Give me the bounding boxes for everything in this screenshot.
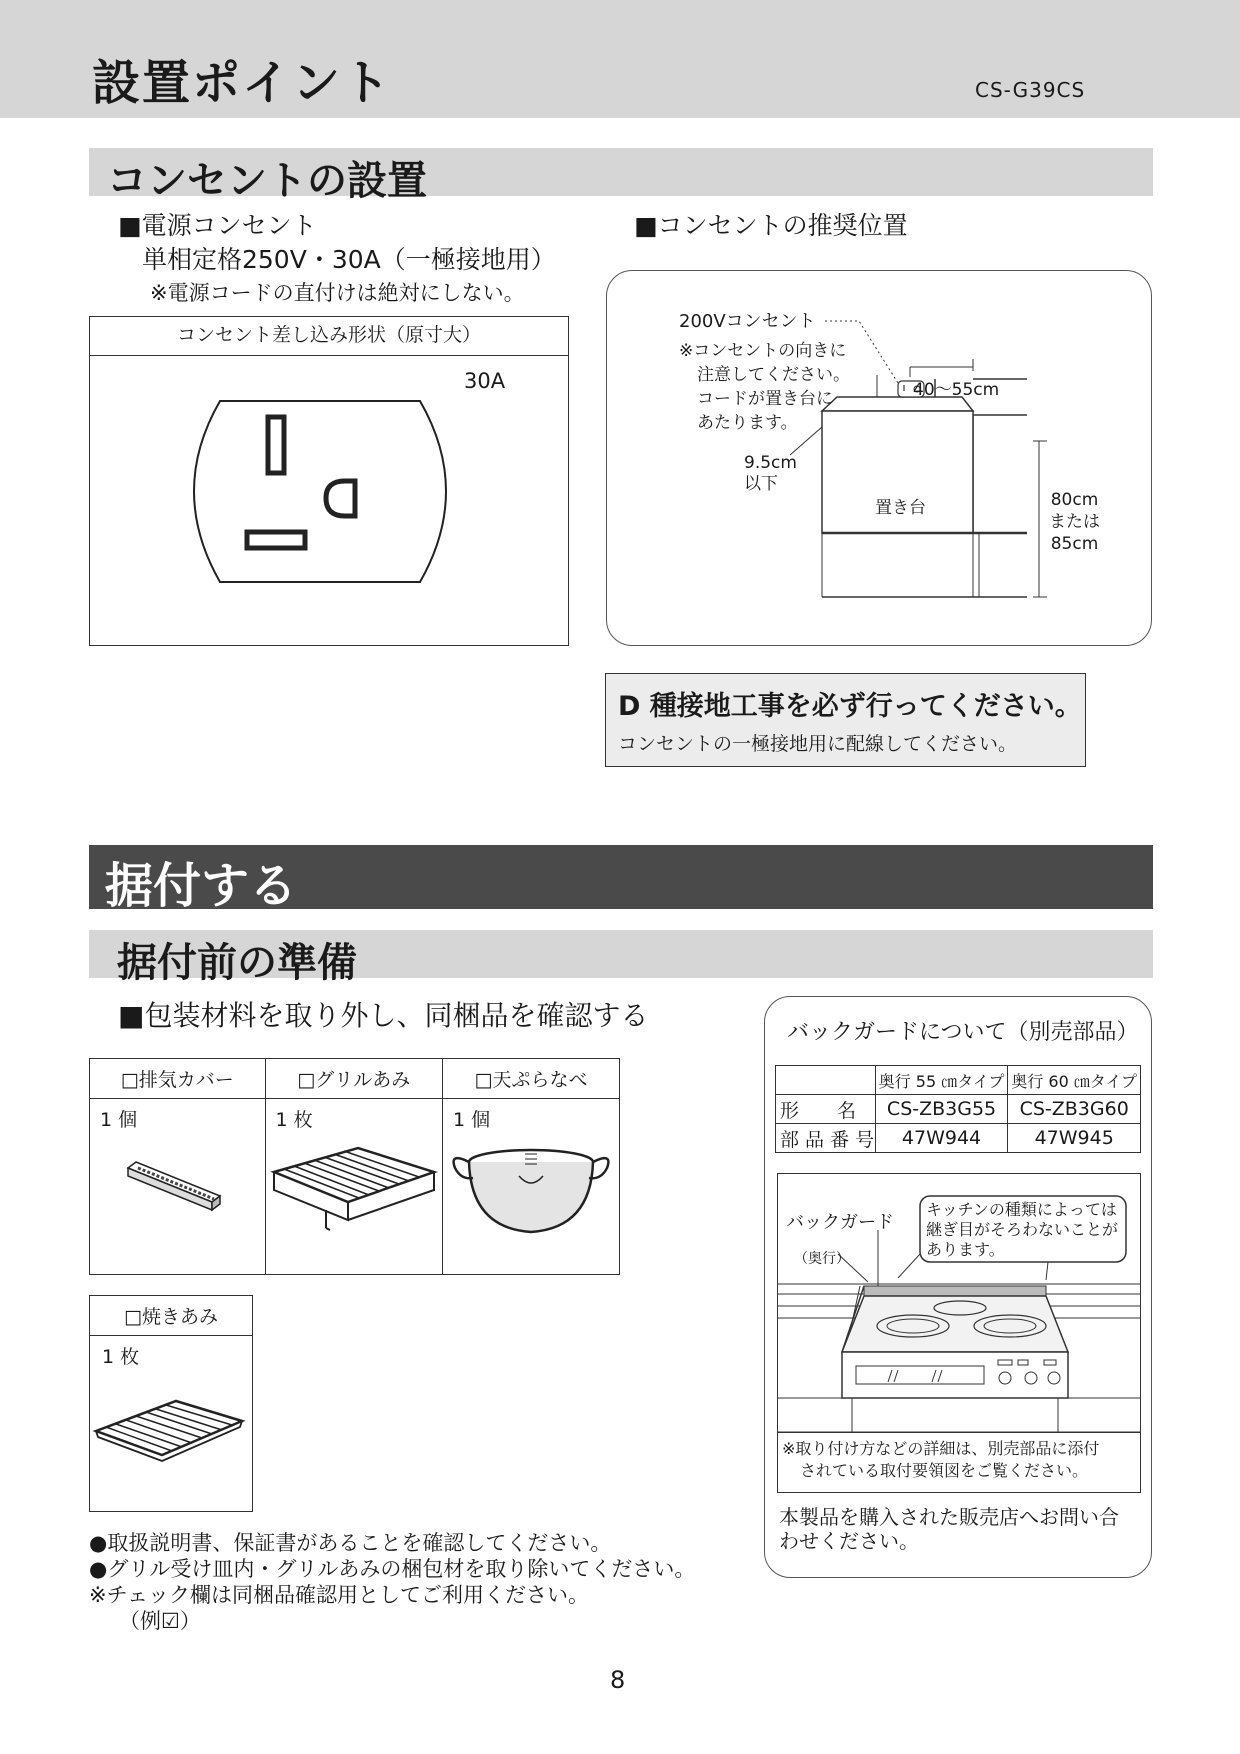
- callout-line: キッチンの種類によっては: [926, 1200, 1117, 1219]
- table-cell: 部 品 番 号: [776, 1124, 876, 1153]
- unpack-heading: ■包装材料を取り外し、同梱品を確認する: [118, 999, 649, 1032]
- ground-notice: [605, 673, 1086, 767]
- table-row: [776, 1124, 1141, 1153]
- backguard-title: バックガードについて（別売部品）: [787, 1020, 1139, 1045]
- item-cell: [90, 1336, 253, 1512]
- table-cell: 47W944: [875, 1124, 1008, 1153]
- prep-section-bar: [89, 930, 1153, 986]
- table-cell: 47W945: [1008, 1124, 1141, 1153]
- install-section-title: 据付する: [105, 858, 298, 914]
- install-section-bar: [89, 845, 1153, 914]
- contact-line: 本製品を購入された販売店へお問い合: [779, 1505, 1119, 1529]
- grill-rack-icon: [266, 1132, 442, 1252]
- table-row: [776, 1095, 1141, 1124]
- page-number: 8: [610, 1666, 626, 1694]
- power-outlet-heading: ■電源コンセント: [118, 211, 317, 240]
- item-name: □焼きあみ: [90, 1296, 253, 1336]
- power-rating: 単相定格250V・30A（一極接地用）: [142, 245, 556, 274]
- item-qty: 1 枚: [102, 1346, 140, 1368]
- power-note: ※電源コードの直付けは絶対にしない。: [150, 281, 525, 305]
- outlet-section-bar: [89, 148, 1153, 204]
- item-qty: 1 個: [453, 1109, 491, 1131]
- position-heading: ■コンセントの推奨位置: [634, 211, 908, 240]
- caution-line: ※コンセントの向きに: [679, 341, 847, 361]
- gap-unit: 以下: [744, 474, 778, 494]
- grilling-net-icon: [90, 1369, 250, 1489]
- note-line: ●取扱説明書、保証書があることを確認してください。: [89, 1531, 612, 1555]
- table-cell: CS-ZB3G55: [875, 1095, 1008, 1124]
- caution-line: 注意してください。: [697, 365, 850, 385]
- backguard-label: バックガード: [786, 1212, 894, 1233]
- stand-label: 置き台: [875, 498, 926, 518]
- caution-line: あたります。: [697, 413, 798, 433]
- install-notes: [89, 1530, 695, 1634]
- ground-notice-text: コンセントの一極接地用に配線してください。: [618, 733, 1018, 755]
- gap-dimension: [744, 453, 797, 495]
- outlet-200v-label: 200Vコンセント: [679, 311, 816, 332]
- backguard-diagram-panel: [777, 1173, 1141, 1493]
- detail-note-line: ※取り付け方などの詳細は、別売部品に添付: [782, 1439, 1100, 1458]
- outlet-shape-box: [89, 316, 569, 646]
- callout-line: 継ぎ目がそろわないことが: [926, 1220, 1119, 1239]
- items-table: [89, 1058, 620, 1275]
- outlet-shape-title: コンセント差し込み形状（原寸大）: [90, 317, 568, 356]
- ground-notice-title: D 種接地工事を必ず行ってください。: [618, 691, 1082, 722]
- callout-line: あります。: [926, 1240, 1005, 1259]
- height-value: 80cm: [1050, 490, 1099, 510]
- table-header: 奥行 55 ㎝タイプ: [875, 1066, 1008, 1095]
- detail-note-line: されている取付要領図をご覧ください。: [800, 1461, 1089, 1480]
- backguard-table: [775, 1065, 1141, 1153]
- item-qty: 1 枚: [275, 1109, 313, 1131]
- item-cell: [443, 1099, 620, 1275]
- table-header: [776, 1066, 876, 1095]
- caution-line: コードが置き台に: [697, 389, 833, 409]
- note-example: （例☑）: [119, 1609, 201, 1633]
- gap-value: 9.5cm: [744, 453, 797, 473]
- extra-item-table: [89, 1295, 253, 1512]
- exhaust-cover-icon: [90, 1132, 264, 1252]
- table-header: 奥行 60 ㎝タイプ: [1008, 1066, 1141, 1095]
- contact-note: [779, 1505, 1119, 1553]
- item-cell: [265, 1099, 443, 1275]
- tempura-pot-icon: [443, 1132, 619, 1252]
- outlet-amp-label: 30A: [464, 369, 506, 393]
- backguard-box: [764, 996, 1152, 1578]
- note-line: ※チェック欄は同梱品確認用としてご利用ください。: [89, 1583, 589, 1607]
- page-title: 設置ポイント: [92, 55, 393, 111]
- item-cell: [90, 1099, 266, 1275]
- backguard-depth-label: （奥行）: [794, 1251, 850, 1267]
- detail-note: [782, 1438, 1099, 1482]
- outlet-face-icon: [190, 399, 450, 584]
- item-name: □排気カバー: [90, 1059, 266, 1099]
- height-dimension: [1049, 489, 1100, 555]
- item-name: □グリルあみ: [265, 1059, 443, 1099]
- item-qty: 1 個: [100, 1109, 138, 1131]
- note-line: ●グリル受け皿内・グリルあみの梱包材を取り除いてください。: [89, 1557, 696, 1581]
- outlet-section-title: コンセントの設置: [107, 158, 427, 204]
- outlet-caution: [679, 339, 850, 435]
- width-dimension: 40〜55cm: [913, 380, 1000, 400]
- height-or: または: [1049, 512, 1100, 532]
- prep-section-title: 据付前の準備: [117, 940, 357, 986]
- table-cell: CS-ZB3G60: [1008, 1095, 1141, 1124]
- position-diagram-box: [606, 270, 1152, 646]
- callout-text: [926, 1200, 1118, 1260]
- table-cell: 形 名: [776, 1095, 876, 1124]
- model-number: CS-G39CS: [975, 78, 1086, 102]
- contact-line: わせください。: [779, 1529, 919, 1553]
- item-name: □天ぷらなべ: [443, 1059, 620, 1099]
- height-value: 85cm: [1050, 534, 1099, 554]
